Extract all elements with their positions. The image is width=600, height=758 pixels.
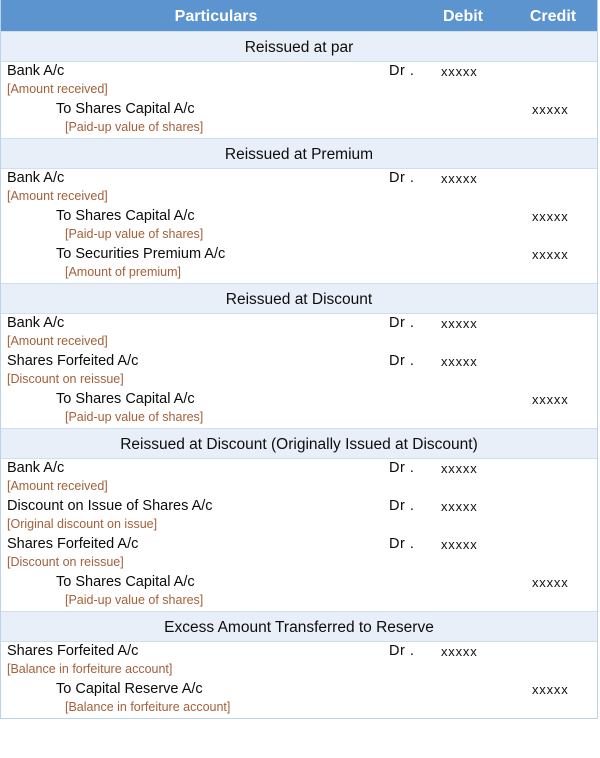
account-name: Bank A/c bbox=[7, 63, 65, 79]
narration-row bbox=[1, 516, 597, 535]
table-row bbox=[1, 535, 597, 554]
narration-row bbox=[1, 371, 597, 390]
debit-amount: xxxxx bbox=[441, 461, 478, 476]
table-row bbox=[1, 314, 597, 333]
table-row bbox=[1, 245, 597, 264]
narration-row bbox=[1, 699, 597, 718]
account-name: To Shares Capital A/c bbox=[56, 391, 195, 407]
narration-row bbox=[1, 409, 597, 428]
table-row bbox=[1, 642, 597, 661]
account-name: To Shares Capital A/c bbox=[56, 208, 195, 224]
debit-amount: xxxxx bbox=[441, 316, 478, 331]
narration-row bbox=[1, 333, 597, 352]
narration-text: [Paid-up value of shares] bbox=[65, 593, 204, 607]
narration-text: [Discount on reissue] bbox=[7, 555, 124, 569]
narration-row bbox=[1, 188, 597, 207]
credit-amount: xxxxx bbox=[532, 682, 569, 697]
narration-row bbox=[1, 81, 597, 100]
narration-text: [Balance in forfeiture account] bbox=[7, 662, 173, 676]
narration-text: [Amount of premium] bbox=[65, 265, 182, 279]
debit-marker: Dr . bbox=[389, 353, 415, 369]
debit-amount: xxxxx bbox=[441, 537, 478, 552]
section-title-band: Reissued at Discount bbox=[1, 283, 597, 314]
narration-text: [Original discount on issue] bbox=[7, 517, 158, 531]
debit-amount: xxxxx bbox=[441, 644, 478, 659]
narration-text: [Amount received] bbox=[7, 82, 108, 96]
table-row bbox=[1, 100, 597, 119]
account-name: Bank A/c bbox=[7, 460, 65, 476]
account-name: Shares Forfeited A/c bbox=[7, 353, 139, 369]
table-row bbox=[1, 207, 597, 226]
narration-row bbox=[1, 661, 597, 680]
account-name: To Capital Reserve A/c bbox=[56, 681, 203, 697]
narration-text: [Balance in forfeiture account] bbox=[65, 700, 231, 714]
narration-row bbox=[1, 264, 597, 283]
debit-amount: xxxxx bbox=[441, 499, 478, 514]
account-name: Discount on Issue of Shares A/c bbox=[7, 498, 213, 514]
column-header-debit: Debit bbox=[443, 8, 483, 25]
credit-amount: xxxxx bbox=[532, 392, 569, 407]
journal-entry-block bbox=[1, 459, 597, 611]
journal-entry-block bbox=[1, 642, 597, 718]
narration-text: [Paid-up value of shares] bbox=[65, 227, 204, 241]
table-header-row bbox=[1, 0, 597, 31]
column-header-particulars: Particulars bbox=[174, 8, 258, 25]
debit-amount: xxxxx bbox=[441, 64, 478, 79]
account-name: Shares Forfeited A/c bbox=[7, 536, 139, 552]
account-name: Bank A/c bbox=[7, 315, 65, 331]
credit-amount: xxxxx bbox=[532, 575, 569, 590]
debit-marker: Dr . bbox=[389, 460, 415, 476]
narration-text: [Amount received] bbox=[7, 189, 108, 203]
account-name: Bank A/c bbox=[7, 170, 65, 186]
table-row bbox=[1, 573, 597, 592]
table-row bbox=[1, 680, 597, 699]
section-title-band: Reissued at Premium bbox=[1, 138, 597, 169]
journal-entry-block bbox=[1, 169, 597, 283]
narration-text: [Amount received] bbox=[7, 334, 108, 348]
debit-marker: Dr . bbox=[389, 643, 415, 659]
column-header-credit: Credit bbox=[529, 8, 577, 25]
table-body bbox=[1, 31, 597, 718]
credit-amount: xxxxx bbox=[532, 247, 569, 262]
debit-marker: Dr . bbox=[389, 63, 415, 79]
debit-marker: Dr . bbox=[389, 536, 415, 552]
debit-marker: Dr . bbox=[389, 170, 415, 186]
account-name: To Securities Premium A/c bbox=[56, 246, 226, 262]
narration-text: [Discount on reissue] bbox=[7, 372, 124, 386]
narration-row bbox=[1, 119, 597, 138]
narration-text: [Paid-up value of shares] bbox=[65, 410, 204, 424]
table-row bbox=[1, 459, 597, 478]
table-row bbox=[1, 169, 597, 188]
table-row bbox=[1, 62, 597, 81]
narration-text: [Paid-up value of shares] bbox=[65, 120, 204, 134]
account-name: To Shares Capital A/c bbox=[56, 574, 195, 590]
section-title-band: Reissued at par bbox=[1, 31, 597, 62]
section-title-band: Reissued at Discount (Originally Issued at Discount) bbox=[1, 428, 597, 459]
account-name: To Shares Capital A/c bbox=[56, 101, 195, 117]
journal-entry-block bbox=[1, 62, 597, 138]
narration-text: [Amount received] bbox=[7, 479, 108, 493]
table-row bbox=[1, 390, 597, 409]
account-name: Shares Forfeited A/c bbox=[7, 643, 139, 659]
credit-amount: xxxxx bbox=[532, 209, 569, 224]
narration-row bbox=[1, 592, 597, 611]
table-row bbox=[1, 352, 597, 371]
journal-entry-block bbox=[1, 314, 597, 428]
debit-marker: Dr . bbox=[389, 498, 415, 514]
narration-row bbox=[1, 226, 597, 245]
debit-marker: Dr . bbox=[389, 315, 415, 331]
credit-amount: xxxxx bbox=[532, 102, 569, 117]
narration-row bbox=[1, 554, 597, 573]
table-row bbox=[1, 497, 597, 516]
narration-row bbox=[1, 478, 597, 497]
section-title-band: Excess Amount Transferred to Reserve bbox=[1, 611, 597, 642]
debit-amount: xxxxx bbox=[441, 354, 478, 369]
debit-amount: xxxxx bbox=[441, 171, 478, 186]
